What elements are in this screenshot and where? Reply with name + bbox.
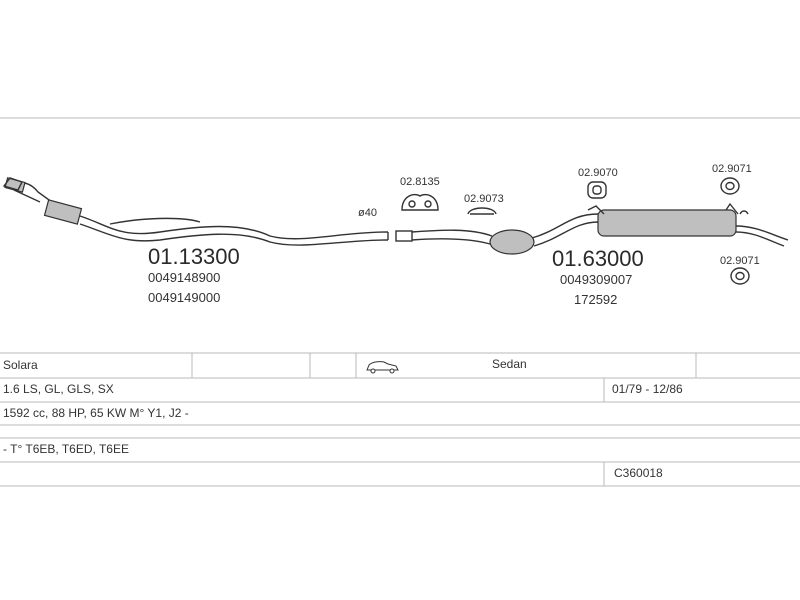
tail-bottom-hanger-label: 02.9071 — [720, 255, 760, 267]
center-connector-part — [396, 230, 492, 244]
vehicle-body-type: Sedan — [492, 357, 527, 371]
front-pipe-oe-1: 0049148900 — [148, 270, 221, 285]
tail-top-hanger-label: 02.9071 — [712, 163, 752, 175]
rear-top-hanger-part — [588, 182, 606, 198]
center-clamp-label: 02.9073 — [464, 193, 504, 205]
catalog-code: C360018 — [614, 466, 663, 480]
center-clamp-part — [468, 208, 496, 214]
front-pipe-part — [4, 178, 388, 245]
rear-section-oe-2: 172592 — [574, 292, 618, 307]
rear-top-hanger-label: 02.9070 — [578, 167, 618, 179]
rear-section-oe-1: 0049309007 — [560, 272, 633, 287]
tail-bottom-hanger-part — [731, 268, 749, 284]
rear-section-number: 01.63000 — [552, 246, 644, 271]
car-sedan-icon — [367, 362, 398, 373]
vehicle-years: 01/79 - 12/86 — [612, 382, 683, 396]
vehicle-engine: 1592 cc, 88 HP, 65 KW M° Y1, J2 - — [3, 406, 189, 420]
center-hanger-label: 02.8135 — [400, 176, 440, 188]
diameter-label: ø40 — [358, 207, 377, 219]
vehicle-engine-codes: - T° T6EB, T6ED, T6EE — [3, 442, 129, 456]
vehicle-variants: 1.6 LS, GL, GLS, SX — [3, 382, 114, 396]
front-pipe-number: 01.13300 — [148, 244, 240, 269]
tail-top-hanger-part — [721, 178, 739, 194]
vehicle-model: Solara — [3, 358, 38, 372]
front-pipe-oe-2: 0049149000 — [148, 290, 221, 305]
center-hanger-part — [402, 195, 438, 210]
